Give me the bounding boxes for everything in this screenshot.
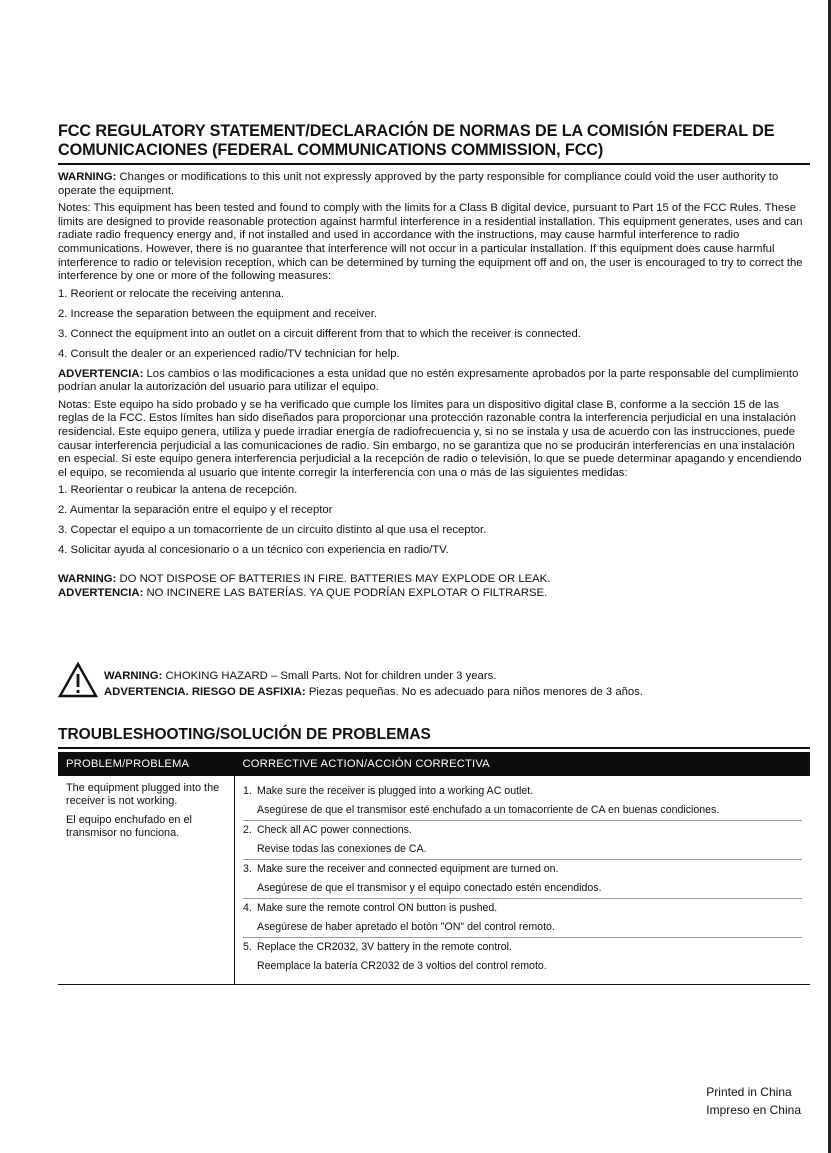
list-item: 1. Reorient or relocate the receiving antenna.	[58, 287, 285, 300]
printed-in-es: Impreso en China	[706, 1103, 801, 1117]
section-rule	[58, 747, 810, 749]
action-number: 3.	[243, 862, 252, 875]
action-en: Make sure the receiver and connected equipment are turned on.	[257, 862, 559, 875]
action-es: Asegúrese de haber apretado el botón "ON" del control remoto.	[257, 920, 555, 933]
action-item	[243, 860, 802, 899]
warning-text: CHOKING HAZARD – Small Parts. Not for children under 3 years.	[162, 669, 497, 682]
action-number: 1.	[243, 784, 252, 797]
action-cell	[235, 776, 811, 985]
warning-label: WARNING:	[104, 669, 163, 682]
warning-label: ADVERTENCIA:	[58, 367, 144, 380]
fcc-measures-es	[58, 484, 810, 558]
battery-warning	[58, 572, 810, 600]
fcc-warning-en	[58, 171, 810, 198]
action-item	[243, 782, 802, 821]
col-problem-header: PROBLEM/PROBLEMA	[58, 752, 235, 776]
choking-text	[104, 668, 643, 700]
troubleshooting-table	[58, 752, 810, 985]
action-es: Asegúrese de que el transmisor y el equipo conectado estén encendidos.	[257, 881, 602, 894]
fcc-notes-en: Notes: This equipment has been tested and found to comply with the limits for a Class B digital device, pursuant to Part 15 of the FCC Rules. These limits are designed to provide reasonable protection against harmful interference in a residential installation. This equipment generates, uses and can radiate radio frequency energy and, if not installed and used in accordance with the instructions, may cause harmful interference to radio communications. However, there is no guarantee that interference will not occur in a particular installation. If this equipment does cause harmful interference to radio or television reception, which can be determined by turning the equipment off and on, the user is encouraged to try to correct the interference by one or more of the following measures:	[58, 202, 803, 283]
troubleshooting-title: TROUBLESHOOTING/SOLUCIÓN DE PROBLEMAS	[58, 725, 431, 743]
warning-label: ADVERTENCIA. RIESGO DE ASFIXIA:	[104, 685, 306, 698]
action-number: 5.	[243, 940, 252, 953]
fcc-warning-es	[58, 368, 810, 395]
problem-es: El equipo enchufado en el transmisor no funciona.	[66, 813, 192, 839]
warning-label: ADVERTENCIA:	[58, 586, 144, 599]
list-item: 4. Solicitar ayuda al concesionario o a un técnico con experiencia en radio/TV.	[58, 544, 449, 557]
fcc-title: FCC REGULATORY STATEMENT/DECLARACIÓN DE NORMAS DE LA COMISIÓN FEDERAL DE COMUNICACIONES (FEDERAL COMMUNICATIONS COMMISSION, FCC)	[58, 122, 775, 159]
table-header-row	[58, 752, 810, 776]
choking-hazard	[58, 658, 810, 702]
printed-in-en: Printed in China	[706, 1085, 792, 1099]
list-item: 3. Copectar el equipo a un tomacorriente de un circuito distinto al que usa el receptor.	[58, 524, 487, 537]
problem-cell	[58, 776, 235, 985]
action-item	[243, 821, 802, 860]
action-en: Make sure the remote control ON button is pushed.	[257, 901, 498, 914]
warning-text: NO INCINERE LAS BATERÍAS. YA QUE PODRÍAN EXPLOTAR O FILTRARSE.	[143, 586, 548, 599]
action-es: Reemplace la batería CR2032 de 3 voltios del control remoto.	[257, 959, 547, 972]
action-en: Make sure the receiver is plugged into a working AC outlet.	[257, 784, 534, 797]
battery-warning-es	[58, 586, 810, 600]
list-item: 2. Aumentar la separación entre el equipo y el receptor	[58, 504, 333, 517]
printed-in-footer	[706, 1083, 801, 1119]
list-item: 1. Reorientar o reubicar la antena de recepción.	[58, 484, 298, 497]
fcc-notes-es: Notas: Este equipo ha sido probado y se ha verificado que cumple los límites para un dispositivo digital clase B, conforme a la sección 15 de las reglas de la FCC. Estos límites han sido diseñados para proporcionar una protección razonable contra la interferencia perjudicial en una instalación residencial. Este equipo genera, utiliza y puede irradiar energía de radiofrecuencia y, si no se instala y usa de acuerdo con las instrucciones, puede causar interferencia perjudicial a las comunicaciones de radio. Sin embargo, no se garantiza que no se producirán interferencias en una instalación en especial. Si este equipo genera interferencia perjudicial a la recepción de radio o televisión, lo que se puede determinar apagando y encendiendo el equipo, se recomienda al usuario que intente corregir la interferencia con una o más de las siguientes medidas:	[58, 398, 802, 479]
action-number: 2.	[243, 823, 252, 836]
col-action-header: CORRECTIVE ACTION/ACCIÓN CORRECTIVA	[235, 752, 811, 776]
warning-triangle-icon	[58, 662, 98, 698]
warning-text: Piezas pequeñas. No es adecuado para niños menores de 3 años.	[305, 685, 643, 698]
fcc-measures-en	[58, 288, 810, 362]
choking-warning-es	[104, 684, 643, 700]
action-item	[243, 899, 802, 938]
action-es: Revise todas las conexiones de CA.	[257, 842, 427, 855]
table-row	[58, 776, 810, 985]
list-item: 4. Consult the dealer or an experienced radio/TV technician for help.	[58, 347, 400, 360]
action-en: Replace the CR2032, 3V battery in the remote control.	[257, 940, 512, 953]
warning-text: Changes or modifications to this unit not expressly approved by the party responsible for compliance could void the user authority to operate the equipment.	[58, 171, 779, 197]
warning-label: WARNING:	[58, 572, 117, 585]
warning-text: Los cambios o las modificaciones a esta unidad que no estén expresamente aprobados por la parte responsable del cumplimiento podrían anular la autorización del usuario para utilizar el equipo.	[58, 367, 799, 394]
battery-warning-en	[58, 572, 810, 586]
warning-label: WARNING:	[58, 171, 117, 183]
title-rule	[58, 163, 810, 165]
document-page	[58, 122, 810, 985]
list-item: 3. Connect the equipment into an outlet on a circuit different from that to which the receiver is connected.	[58, 327, 581, 340]
action-number: 4.	[243, 901, 252, 914]
action-item	[243, 938, 802, 976]
problem-en: The equipment plugged into the receiver is not working.	[66, 781, 220, 807]
list-item: 2. Increase the separation between the equipment and receiver.	[58, 307, 378, 320]
warning-text: DO NOT DISPOSE OF BATTERIES IN FIRE. BATTERIES MAY EXPLODE OR LEAK.	[116, 572, 551, 585]
action-es: Asegúrese de que el transmisor esté enchufado a un tomacorriente de CA en buenas condiciones.	[257, 803, 720, 816]
action-en: Check all AC power connections.	[257, 823, 412, 836]
choking-warning-en	[104, 668, 643, 684]
